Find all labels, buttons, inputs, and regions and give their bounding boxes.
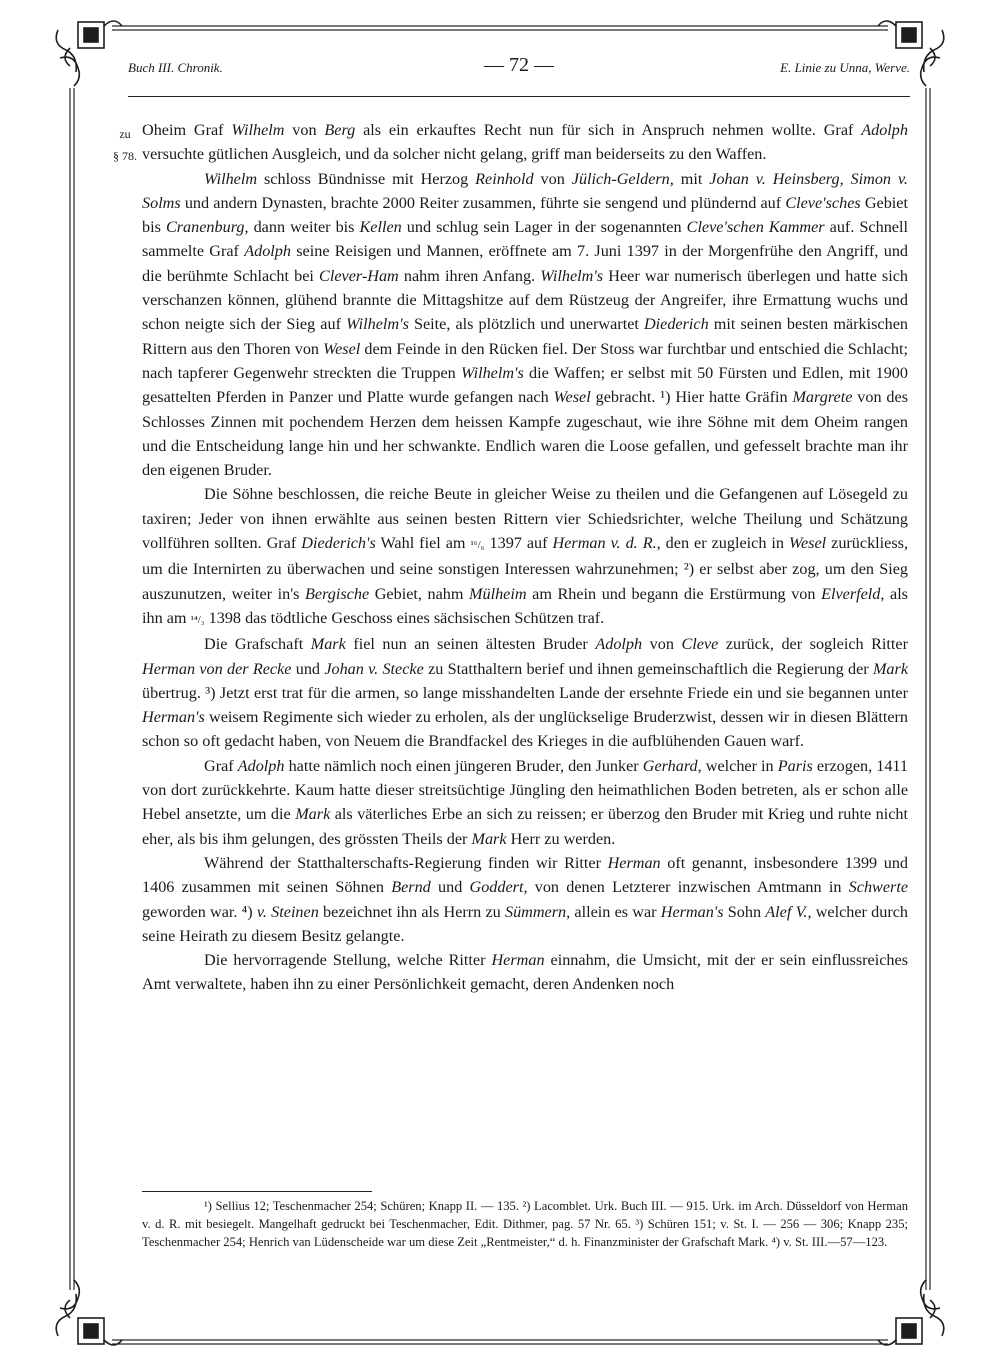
italic-term: Johan v. Heinsberg, Simon v. Solms	[142, 169, 908, 212]
italic-term: Mark	[310, 635, 346, 654]
italic-term: Wilhelm's	[460, 363, 524, 382]
text-run: oft genannt, insbesondere 1399 und 1406 zusammen mit seinen Söhnen	[142, 853, 909, 897]
text-run: allein es war	[570, 902, 661, 921]
body-text	[142, 118, 908, 997]
italic-term: Gerhard	[642, 756, 698, 775]
italic-term: Mark	[295, 805, 331, 824]
italic-term: Bernd	[391, 878, 431, 897]
italic-term: Wesel	[788, 534, 827, 553]
italic-term: Wilhelm's	[346, 315, 409, 334]
text-run: seine Reisigen und Mannen, eröffnete am 7. Juni 1397 in der Morgenfrühe den Angriff, und die berühmte Schlacht bei	[142, 242, 909, 285]
italic-term: Herman von der Recke	[142, 659, 292, 678]
page-header	[128, 54, 910, 84]
italic-term: Diederich's	[301, 534, 376, 553]
italic-term: Herman	[491, 951, 545, 970]
paragraph	[142, 948, 908, 997]
text-run: geworden war. ⁴)	[142, 902, 257, 921]
italic-term: Cleve'schen Kammer	[686, 218, 825, 237]
text-run: zurück, der sogleich Ritter	[718, 635, 908, 654]
text-run: Gebiet bis	[142, 193, 908, 237]
text-run: Gebiet, nahm	[369, 584, 470, 603]
text-run: hatte nämlich noch einen jüngeren Bruder, den Junker	[284, 756, 643, 775]
italic-term: Herman's	[142, 708, 205, 727]
text-run: mit	[673, 169, 710, 188]
paragraph	[142, 754, 908, 851]
text-run: , welcher in	[697, 756, 778, 775]
italic-term: Wilhelm	[231, 121, 285, 139]
date-fraction: ¹⁶/₆	[470, 539, 485, 552]
italic-term: Adolph	[595, 635, 643, 654]
italic-term: Cleve	[681, 635, 719, 654]
italic-term: Herman v. d. R.	[552, 534, 657, 553]
italic-term: Jülich-Geldern,	[571, 169, 674, 188]
text-run: weisem Regimente sich wieder zu erholen, als der unglückselige Bruderzwist, dessen wir in diesen Blättern schon so oft gedacht haben, von Neuem die Brandfackel des Krieges in die aufblühenden Gauen warf.	[142, 708, 908, 751]
text-run: Graf	[204, 756, 238, 775]
italic-term: Goddert,	[469, 878, 528, 897]
italic-term: Herman's	[660, 902, 724, 921]
running-head-left: Buch III. Chronik.	[128, 60, 223, 75]
italic-term: Kellen	[359, 218, 402, 237]
text-run: und andern Dynasten, brachte 2000 Reiter zusammen, führte sie sengend und plündernd auf	[180, 193, 786, 212]
paragraph	[142, 118, 908, 167]
text-run: mit seinen besten märkischen Rittern aus den Thoren von	[142, 315, 908, 358]
italic-term: Wesel	[323, 339, 361, 358]
text-run: als ein erkauftes Recht nun für sich in Anspruch nehmen wollte. Graf	[355, 121, 862, 139]
italic-term: Sümmern,	[504, 902, 571, 921]
italic-term: Wilhelm	[204, 169, 258, 188]
italic-term: Paris	[777, 756, 813, 775]
text-run: gebracht. ¹) Hier hatte Gräfin	[590, 388, 793, 407]
italic-term: Wilhelm's	[540, 266, 604, 285]
text-run: als väterliches Erbe an sich zu reissen; er überzog den Bruder mit Krieg und ruhte nicht eher, als bis ihm gelungen, des grössten Theils der	[142, 805, 908, 848]
text-run: von denen Letzterer inzwischen Amtmann in	[527, 878, 849, 897]
paragraph	[142, 632, 908, 753]
italic-term: Clever-Ham	[319, 266, 399, 285]
margin-note-line1: zu	[119, 127, 131, 141]
page-number: — 72 —	[484, 54, 554, 76]
text-run: von	[533, 169, 572, 188]
text-run: versuchte gütlichen Ausgleich, und da solcher nicht gelang, griff man beiderseits zu den Waffen.	[142, 145, 767, 164]
text-run: am Rhein und begann die Erstürmung von	[526, 584, 822, 603]
text-run: Oheim Graf	[142, 121, 232, 139]
text-run: schloss Bündnisse mit Herzog	[257, 169, 476, 188]
paragraph	[142, 482, 908, 632]
footnotes	[142, 1197, 908, 1251]
margin-note	[110, 123, 140, 167]
italic-term: v. Steinen	[256, 902, 319, 921]
header-rule	[128, 96, 910, 97]
text-run: 1398 das tödtliche Geschoss eines sächsischen Schützen traf.	[204, 608, 605, 627]
text-run: Die hervorragende Stellung, welche Ritter	[204, 951, 492, 970]
text-run: und	[291, 659, 325, 678]
text-run: 1397 auf	[484, 534, 553, 553]
italic-term: Adolph	[237, 756, 285, 775]
paragraph	[142, 167, 908, 483]
text-run: übertrug. ³) Jetzt erst trat für die armen, so lange misshandelten Lande der ersehnte Friede ein und sie begannen unter	[142, 683, 908, 702]
text-run: zurückliess, um die Internirten zu überwachen und seine sonstigen Interessen wahrzunehmen; ²) er selbst aber zog, um den Sieg auszunutzen, weiter in's	[142, 534, 909, 603]
text-run: einnahm, die Umsicht, mit der er sein einflussreiches Amt verwaltete, haben ihn zu einer Persönlichkeit gemacht, deren Andenken noch	[142, 951, 908, 994]
text-run: bezeichnet ihn als Herrn zu	[318, 902, 505, 921]
text-run: , den er zugleich in	[656, 534, 789, 553]
text-run: Sohn	[723, 902, 766, 921]
text-run: von des Schlosses Zinnen mit pochendem Herzen dem heissen Kampfe zugeschaut, wie ihre Söhne mit dem Oheim rangen und die Entscheidung lange hin und her schwankte. Endlich waren die Loose gefallen, und gefesselt brachte man ihr den eigenen Bruder.	[142, 388, 908, 480]
paragraph	[142, 851, 908, 948]
italic-term: Reinhold	[475, 169, 534, 188]
text-run: von	[284, 121, 325, 139]
italic-term: Herman	[607, 853, 661, 872]
footnote-rule	[142, 1191, 372, 1192]
text-run: Die Grafschaft	[204, 635, 311, 654]
italic-term: Cleve'sches	[785, 193, 861, 212]
text-run: Heer war numerisch überlegen und hatte sich verschanzen können, glühend brannte die Mittagshitze auf dem Rüstzeug der Angreifer, ihre Ermattung wuchs und schon neigte sich der Sieg auf	[142, 266, 908, 334]
italic-term: Margrete	[792, 388, 853, 407]
text-run: , welcher durch seine Heirath zu diesem Besitz gelangte.	[142, 902, 908, 945]
text-run: Wahl fiel am	[375, 534, 471, 553]
italic-term: Mülheim	[469, 584, 527, 603]
text-run: und	[430, 878, 470, 897]
date-fraction: ¹⁴/₃	[190, 613, 205, 626]
italic-term: Johan v. Stecke	[324, 659, 424, 678]
text-run: , als ihn am	[142, 584, 908, 627]
italic-term: Mark	[872, 659, 908, 678]
text-run: Herr zu werden.	[506, 829, 616, 848]
italic-term: Cranenburg	[165, 218, 245, 237]
text-run: Seite, als plötzlich und unerwartet	[408, 315, 644, 334]
text-run: Während der Statthalterschafts-Regierung finden wir Ritter	[204, 853, 608, 872]
italic-term: Wesel	[553, 388, 591, 407]
italic-term: Bergische	[305, 584, 370, 603]
running-head-right: E. Linie zu Unna, Werve.	[780, 60, 910, 75]
italic-term: Berg	[324, 121, 356, 139]
margin-note-line2: § 78.	[113, 149, 137, 163]
italic-term: Alef V.	[765, 902, 808, 921]
italic-term: Diederich	[643, 315, 709, 334]
text-run: Die Söhne beschlossen, die reiche Beute in gleicher Weise zu theilen und die Gefangenen auf Lösegeld zu taxiren; Jeder von ihnen erwählte aus seinen besten Rittern vier Schiedsrichter, welche Theilung und Schätzung vollführen sollten. Graf	[142, 485, 908, 553]
italic-term: Adolph	[861, 121, 908, 139]
text-run: von	[642, 635, 682, 654]
text-run: dem Feinde in den Rücken fiel. Der Stoss war furchtbar und entschied die Schlacht; nach tapferer Gegenwehr streckten die Truppen	[142, 339, 908, 382]
italic-term: Elverfeld	[821, 584, 881, 603]
italic-term: Schwerte	[848, 878, 909, 897]
text-run: , dann weiter bis	[244, 218, 360, 237]
italic-term: Adolph	[244, 242, 291, 261]
text-run: nahm ihren Anfang.	[398, 266, 541, 285]
footnote-text: ¹) Sellius 12; Teschenmacher 254; Schüren; Knapp II. — 135. ²) Lacomblet. Urk. Buch III. — 915. Urk. im Arch. Düsseldorf von Herman v. d. R. mit besiegelt. Mangelhaft gedruckt bei Teschenmacher, Edit. Dithmer, pag. 57 Nr. 65. ³) Schüren 151; v. St. I. — 256 — 306; Knapp 235; Teschenmacher 254; Henrich van Lüdenscheide war um diese Zeit „Rentmeister,“ d. h. Finanzminister der Grafschaft Mark. ⁴) v. St. III.—57—123.	[142, 1199, 908, 1249]
text-run: zu Statthaltern berief und ihnen gemeinschaftlich die Regierung der	[423, 659, 873, 678]
italic-term: Mark	[471, 829, 507, 848]
text-run: fiel nun an seinen ältesten Bruder	[345, 635, 596, 654]
text-run: die Waffen; er selbst mit 50 Fürsten und Edlen, mit 1900 gesattelten Pferden in Panzer und Platte wurde gefangen nach	[142, 363, 908, 407]
text-run: auf. Schnell sammelte Graf	[142, 218, 908, 261]
text-run: erzogen, 1411 von dort zurückkehrte. Kaum hatte dieser streitsüchtige Jüngling den heimathlichen Boden betreten, als er schon alle Hebel ansetzte, um die	[142, 756, 908, 824]
text-run: und schlug sein Lager in der sogenannten	[401, 218, 687, 237]
